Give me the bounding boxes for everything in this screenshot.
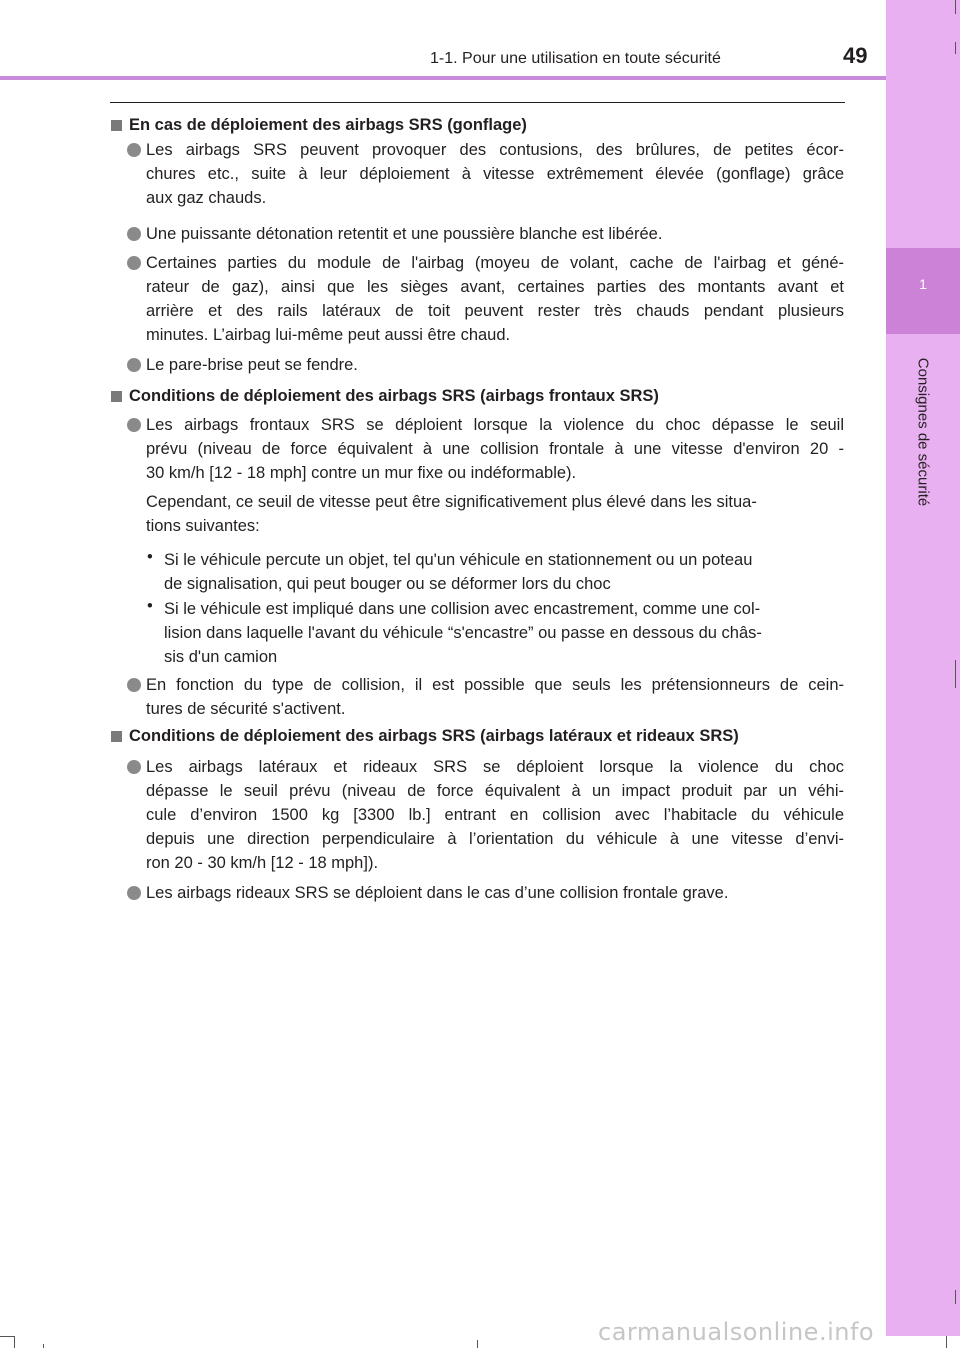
chapter-label: Consignes de sécurité	[914, 357, 932, 507]
bullet-icon: •	[147, 597, 153, 615]
list-item: Les airbags latéraux et rideaux SRS se déploient lorsque la violence du choc dépasse le seuil prévu (niveau de force équivalent à un impact produit par un véhi- cule d’environ 1500 kg [3300 lb.] entrant en collision avec l’habitacle du véhicule depuis une direction perpendiculaire à l’orientation du véhicule à une vitesse d’envi- ron 20 - 30 km/h [12 - 18 mph]).	[146, 758, 844, 872]
chapter-title: 1-1. Pour une utilisation en toute sécurité	[430, 50, 721, 67]
chapter-side-tab	[886, 0, 960, 1336]
list-item: Les airbags SRS peuvent provoquer des contusions, des brûlures, de petites écor- chures etc., suite à leur déploiement à vitesse extrêmement élevée (gonflage) grâce aux gaz chauds.	[146, 141, 844, 207]
round-bullet-icon	[127, 256, 141, 270]
list-item: Une puissante détonation retentit et une poussière blanche est libérée.	[146, 225, 663, 243]
sub-list-item: Si le véhicule percute un objet, tel qu'un véhicule en stationnement ou un poteau de signalisation, qui peut bouger ou se déformer lors du choc	[164, 551, 753, 593]
crop-mark	[955, 0, 956, 14]
crop-mark	[0, 1336, 14, 1337]
crop-mark	[955, 42, 956, 54]
list-item: Les airbags rideaux SRS se déploient dans le cas d’une collision frontale grave.	[146, 884, 729, 902]
crop-mark	[477, 1340, 478, 1348]
bullet-icon: •	[147, 548, 153, 566]
list-item: Le pare-brise peut se fendre.	[146, 356, 358, 374]
square-bullet-icon	[111, 731, 122, 742]
content-top-rule	[110, 102, 845, 103]
round-bullet-icon	[127, 678, 141, 692]
list-item: En fonction du type de collision, il est possible que seuls les prétensionneurs de cein- tures de sécurité s'activent.	[146, 676, 844, 718]
round-bullet-icon	[127, 358, 141, 372]
square-bullet-icon	[111, 120, 122, 131]
sub-list-item: Si le véhicule est impliqué dans une collision avec encastrement, comme une col- lision dans laquelle l'avant du véhicule “s'encastre” ou passe en dessous du châs- sis d'un camion	[164, 600, 762, 666]
list-item: Certaines parties du module de l'airbag (moyeu de volant, cache de l'airbag et géné- rateur de gaz), ainsi que les sièges avant, certaines parties des montants avant et arrière et des rails latéraux de toit peuvent rester très chauds pendant plusieurs minutes. L’airbag lui-même peut aussi être chaud.	[146, 254, 844, 344]
crop-mark	[43, 1344, 44, 1348]
round-bullet-icon	[127, 143, 141, 157]
square-bullet-icon	[111, 391, 122, 402]
list-item: Les airbags frontaux SRS se déploient lorsque la violence du choc dépasse le seuil prévu (niveau de force équivalent à une collision frontale à une vitesse d'environ 20 - 30 km/h [12 - 18 mph] contre un mur fixe ou indéformable).	[146, 416, 844, 482]
section-heading: Conditions de déploiement des airbags SRS (airbags frontaux SRS)	[129, 387, 659, 405]
crop-mark	[955, 1290, 956, 1304]
round-bullet-icon	[127, 418, 141, 432]
crop-mark	[955, 660, 956, 688]
section-heading: En cas de déploiement des airbags SRS (gonflage)	[129, 116, 527, 134]
round-bullet-icon	[127, 760, 141, 774]
crop-mark	[14, 1336, 15, 1348]
paragraph: Cependant, ce seuil de vitesse peut être significativement plus élevé dans les situa- tions suivantes:	[146, 493, 757, 535]
page-number: 49	[843, 43, 868, 68]
watermark-logo: carmanualsonline.info	[598, 1318, 875, 1346]
header-rule	[0, 76, 886, 80]
section-heading: Conditions de déploiement des airbags SRS (airbags latéraux et rideaux SRS)	[129, 727, 739, 745]
round-bullet-icon	[127, 227, 141, 241]
crop-mark	[946, 1336, 947, 1348]
chapter-number: 1	[919, 276, 927, 292]
round-bullet-icon	[127, 886, 141, 900]
